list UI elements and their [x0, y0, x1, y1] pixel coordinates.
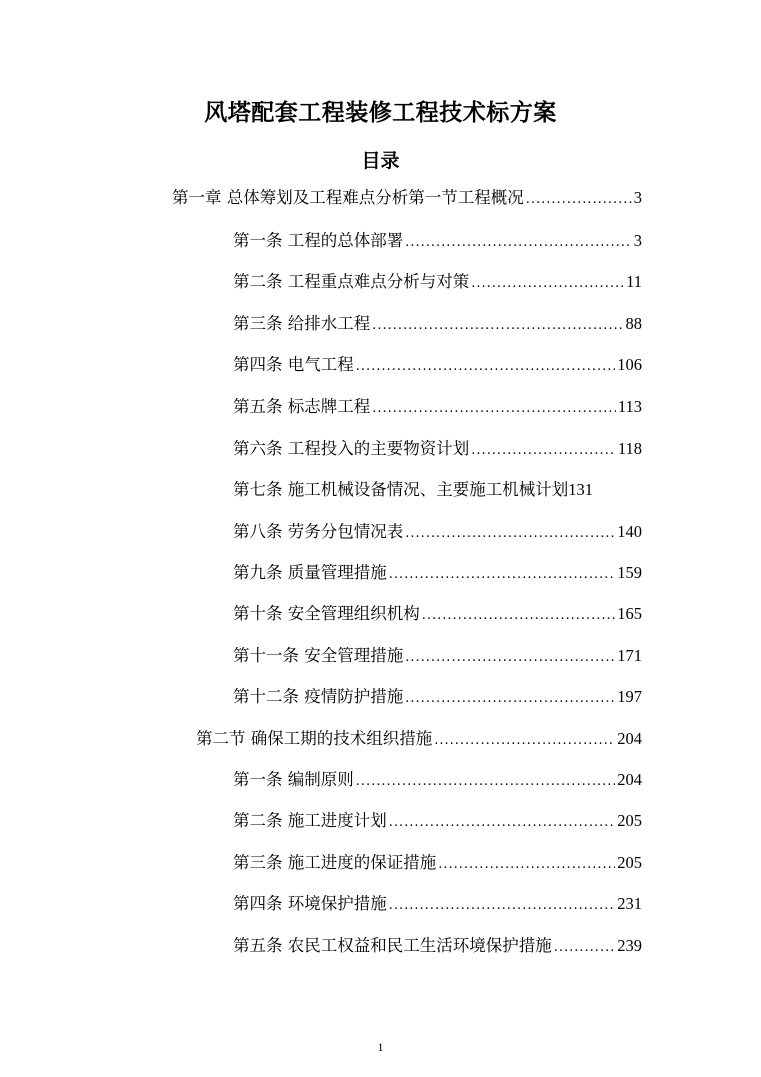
toc-entry-label: 第三条 给排水工程 [233, 314, 371, 333]
toc-entry[interactable] [233, 395, 642, 419]
toc-entry[interactable] [233, 768, 642, 792]
toc-entry-label: 第七条 施工机械设备情况、主要施工机械计划 [233, 480, 569, 499]
toc-entry[interactable] [233, 478, 642, 502]
toc-entry-page: 131 [568, 480, 593, 499]
toc-leader-dots [422, 604, 616, 628]
toc-entry-page: 204 [617, 770, 642, 789]
toc-entry[interactable] [233, 602, 642, 626]
document-title: 风塔配套工程装修工程技术标方案 [204, 100, 557, 126]
toc-entry-label: 第六条 工程投入的主要物资计划 [233, 439, 470, 458]
toc-leader-dots [372, 314, 623, 338]
toc-entry-page: 3 [633, 188, 642, 207]
toc-entry-page: 205 [617, 853, 642, 872]
toc-entry-section-2[interactable] [196, 727, 642, 751]
toc-entry-label: 第三条 施工进度的保证措施 [233, 853, 437, 872]
toc-entry[interactable] [233, 520, 642, 544]
toc-entry-page: 205 [617, 811, 642, 830]
toc-entry[interactable] [233, 644, 642, 668]
toc-entry-label: 第十条 安全管理组织机构 [233, 604, 420, 623]
toc-entry-label: 第一条 工程的总体部署 [233, 231, 404, 250]
toc-entry-page: 140 [617, 522, 642, 541]
toc-entry-label: 第二条 工程重点难点分析与对策 [233, 272, 470, 291]
toc-entry[interactable] [233, 892, 642, 916]
toc-leader-dots [405, 231, 632, 255]
toc-entry[interactable] [233, 809, 642, 833]
toc-leader-dots [356, 355, 616, 379]
page-number: 1 [377, 1040, 384, 1054]
toc-entry-page: 3 [633, 231, 642, 250]
toc-entry-page: 159 [617, 563, 642, 582]
toc-entry-page: 11 [626, 272, 642, 291]
toc-leader-dots [471, 439, 616, 463]
toc-entry-label: 第一章 总体筹划及工程难点分析第一节工程概况 [172, 188, 524, 207]
toc-entry-label: 第一条 编制原则 [233, 770, 354, 789]
toc-leader-dots [405, 646, 615, 670]
toc-entry-page: 88 [625, 314, 642, 333]
toc-heading: 目录 [361, 150, 400, 172]
toc-leader-dots [405, 687, 615, 711]
toc-leader-dots [405, 522, 615, 546]
toc-entry[interactable] [233, 685, 642, 709]
toc-leader-dots [372, 397, 616, 421]
toc-entry-page: 171 [617, 646, 642, 665]
toc-entry-page: 118 [617, 439, 642, 458]
toc-entry-label: 第五条 标志牌工程 [233, 397, 371, 416]
toc-leader-dots [526, 188, 632, 212]
toc-entry-label: 第二条 施工进度计划 [233, 811, 387, 830]
toc-entry-label: 第二节 确保工期的技术组织措施 [196, 729, 433, 748]
toc-entry-label: 第九条 质量管理措施 [233, 563, 387, 582]
toc-leader-dots [471, 272, 624, 296]
toc-entry[interactable] [233, 229, 642, 253]
toc-entry-page: 231 [617, 894, 642, 913]
toc-entry-page: 197 [617, 687, 642, 706]
toc-leader-dots [389, 811, 616, 835]
toc-entry[interactable] [233, 312, 642, 336]
toc-entry-label: 第十一条 安全管理措施 [233, 646, 404, 665]
toc-entry-page: 113 [617, 397, 642, 416]
toc-leader-dots [356, 770, 616, 794]
toc-entry[interactable] [233, 934, 642, 958]
toc-entry-label: 第八条 劳务分包情况表 [233, 522, 404, 541]
toc-entry[interactable] [233, 353, 642, 377]
toc-leader-dots [554, 936, 616, 960]
toc-entry[interactable] [233, 437, 642, 461]
toc-leader-dots [434, 729, 615, 753]
toc-entry-label: 第四条 电气工程 [233, 355, 354, 374]
toc-leader-dots [438, 853, 615, 877]
toc-entry-label: 第十二条 疫情防护措施 [233, 687, 404, 706]
toc-entry-page: 165 [617, 604, 642, 623]
toc-entry[interactable] [233, 270, 642, 294]
toc-entry-label: 第五条 农民工权益和民工生活环境保护措施 [233, 936, 552, 955]
toc-entry-chapter-1[interactable] [172, 186, 642, 210]
toc-entry[interactable] [233, 851, 642, 875]
toc-entry-page: 239 [617, 936, 642, 955]
toc-entry-page: 204 [617, 729, 642, 748]
toc-leader-dots [389, 563, 616, 587]
toc-entry-label: 第四条 环境保护措施 [233, 894, 387, 913]
toc-leader-dots [389, 894, 616, 918]
toc-entry-page: 106 [617, 355, 642, 374]
toc-entry[interactable] [233, 561, 642, 585]
